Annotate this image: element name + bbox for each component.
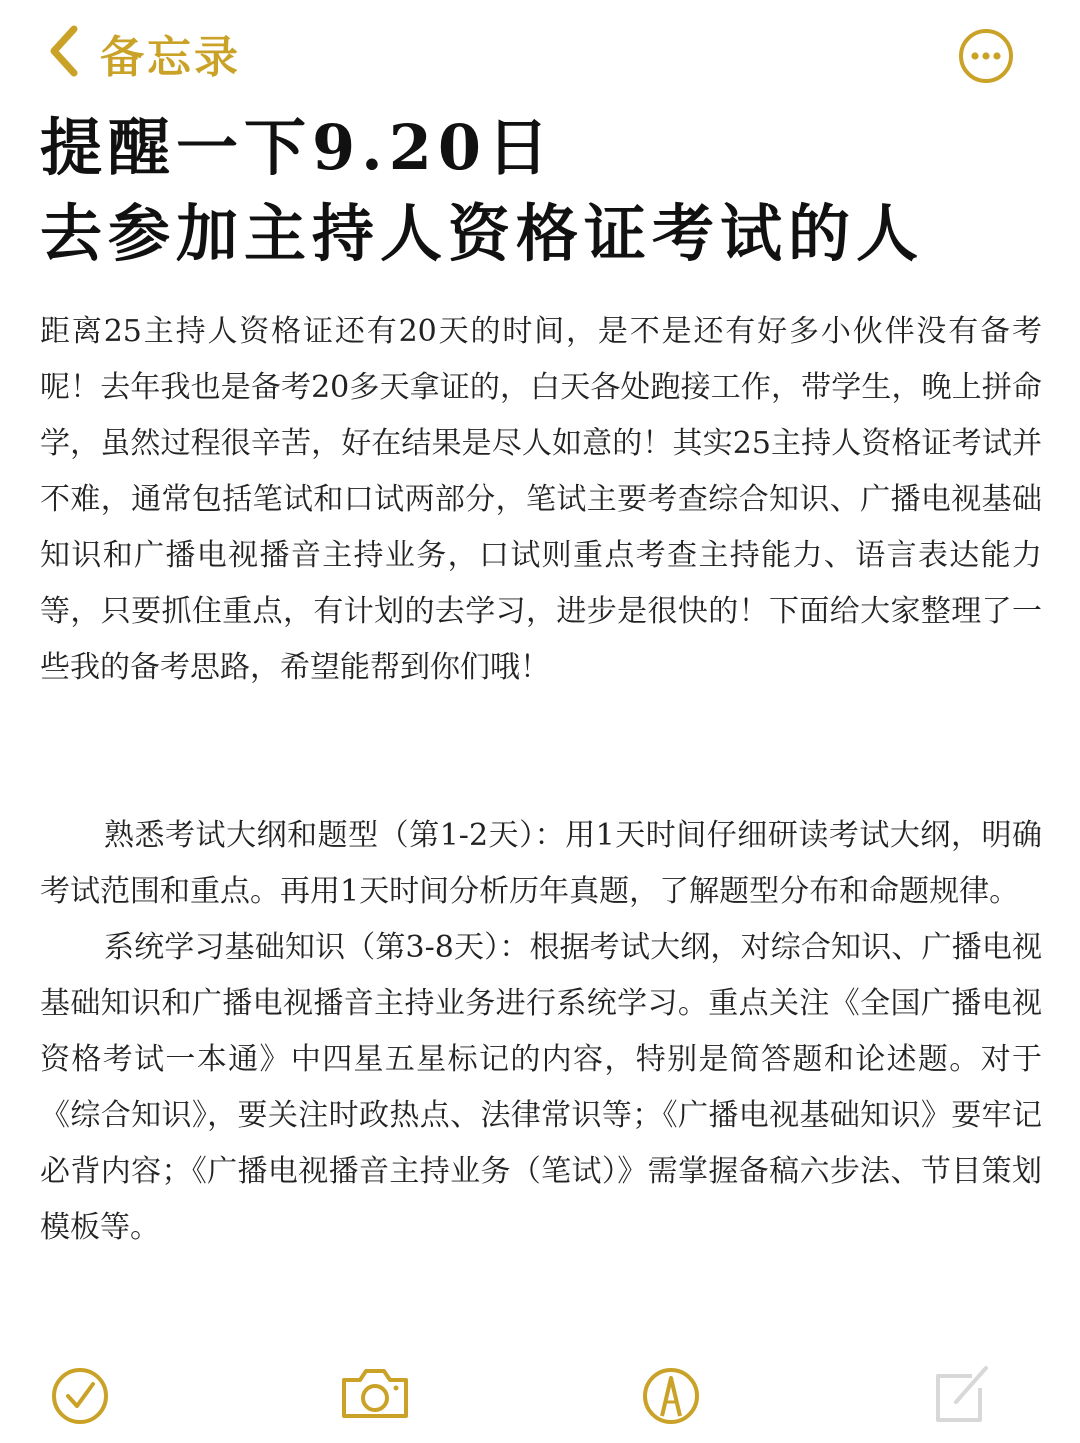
note-title[interactable] — [40, 105, 1040, 277]
note-title-line-2: 去参加主持人资格证考试的人 — [40, 197, 925, 270]
checklist-button[interactable] — [48, 1358, 118, 1428]
camera-icon — [338, 1413, 412, 1432]
navigation-bar — [0, 0, 1080, 110]
note-paragraph-step-2: 系统学习基础知识（第3-8天）：根据考试大纲，对综合知识、广播电视基础知识和广播电视播音主持业务进行系统学习。重点关注《全国广播电视资格考试一本通》中四星五星标记的内容，特别是简答题和论述题。对于《综合知识》，要关注时政热点、法律常识等；《广播电视基础知识》要牢记必背内容；《广播电视播音主持业务（笔试）》需掌握备稿六步法、节目策划模板等。 — [40, 930, 1042, 1245]
chevron-left-icon — [44, 21, 84, 85]
back-button[interactable] — [44, 20, 241, 86]
markup-button[interactable] — [638, 1358, 708, 1428]
markup-pen-icon — [638, 1413, 708, 1432]
ellipsis-circle-icon — [956, 71, 1016, 90]
bottom-toolbar — [0, 1350, 1080, 1430]
checklist-icon — [48, 1413, 118, 1432]
note-paragraph-intro: 距离25主持人资格证还有20天的时间，是不是还有好多小伙伴没有备考呢！去年我也是备考20多天拿证的，白天各处跑接工作，带学生，晚上拼命学，虽然过程很辛苦，好在结果是尽人如意的！其实25主持人资格证考试并不难，通常包括笔试和口试两部分，笔试主要考查综合知识、广播电视基础知识和广播电视播音主持业务，口试则重点考查主持能力、语言表达能力等，只要抓住重点，有计划的去学习，进步是很快的！下面给大家整理了一些我的备考思路，希望能帮到你们哦！ — [40, 314, 1042, 685]
compose-button[interactable] — [928, 1358, 998, 1428]
compose-icon — [928, 1413, 998, 1432]
note-paragraph-step-1: 熟悉考试大纲和题型（第1-2天）：用1天时间仔细研读考试大纲，明确考试范围和重点。再用1天时间分析历年真题，了解题型分布和命题规律。 — [40, 818, 1042, 909]
note-body[interactable] — [40, 304, 1042, 1256]
back-label: 备忘录 — [100, 32, 241, 83]
note-title-line-1: 提醒一下9.20日 — [40, 111, 556, 184]
more-options-button[interactable] — [956, 26, 1016, 86]
camera-button[interactable] — [338, 1358, 412, 1428]
